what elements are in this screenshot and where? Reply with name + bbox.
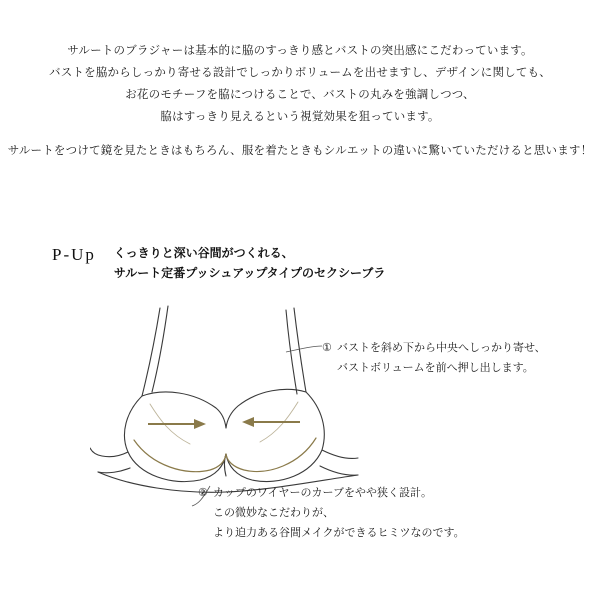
annotation-2-line-3: より迫力ある谷間メイクができるヒミツなのです。 xyxy=(213,527,465,539)
annotation-2 xyxy=(198,483,465,543)
annotation-2-line-2: この微妙なこだわりが、 xyxy=(213,507,334,519)
annotation-2-marker: ② xyxy=(198,487,208,499)
intro-spacer xyxy=(0,128,600,140)
intro-line-2: バストを脇からしっかり寄せる設計でしっかりボリュームを出せますし、デザインに関しても、 xyxy=(49,67,551,79)
annotation-1-line-1: バストを斜め下から中央へしっかり寄せ、 xyxy=(337,342,546,354)
annotation-1 xyxy=(322,338,546,378)
product-subtitle-line-2: サルート定番プッシュアップタイプのセクシーブラ xyxy=(113,266,386,280)
product-name: P-Up xyxy=(52,245,96,264)
product-heading xyxy=(52,243,572,283)
intro-paragraph xyxy=(0,40,600,162)
intro-closing-line: サルートをつけて鏡を見たときはもちろん、服を着たときもシルエットの違いに驚いていただけると思います！ xyxy=(7,145,593,157)
intro-line-4: 脇はすっきり見えるという視覚効果を狙っています。 xyxy=(160,111,440,123)
annotation-2-line-1: カップのワイヤーのカーブをやや狭く設計。 xyxy=(213,487,433,499)
intro-line-3: お花のモチーフを脇につけることで、バストの丸みを強調しつつ、 xyxy=(125,89,475,101)
product-subtitle-line-1: くっきりと深い谷間がつくれる、 xyxy=(113,246,294,260)
intro-line-1: サルートのブラジャーは基本的に脇のすっきり感とバストの突出感にこだわっています。 xyxy=(67,45,533,57)
annotation-1-line-2: バストボリュームを前へ押し出します。 xyxy=(337,362,534,374)
annotation-1-marker: ① xyxy=(322,342,332,354)
arrow-right-icon xyxy=(242,417,300,427)
product-subtitle xyxy=(114,243,385,283)
arrow-left-icon xyxy=(148,419,206,429)
